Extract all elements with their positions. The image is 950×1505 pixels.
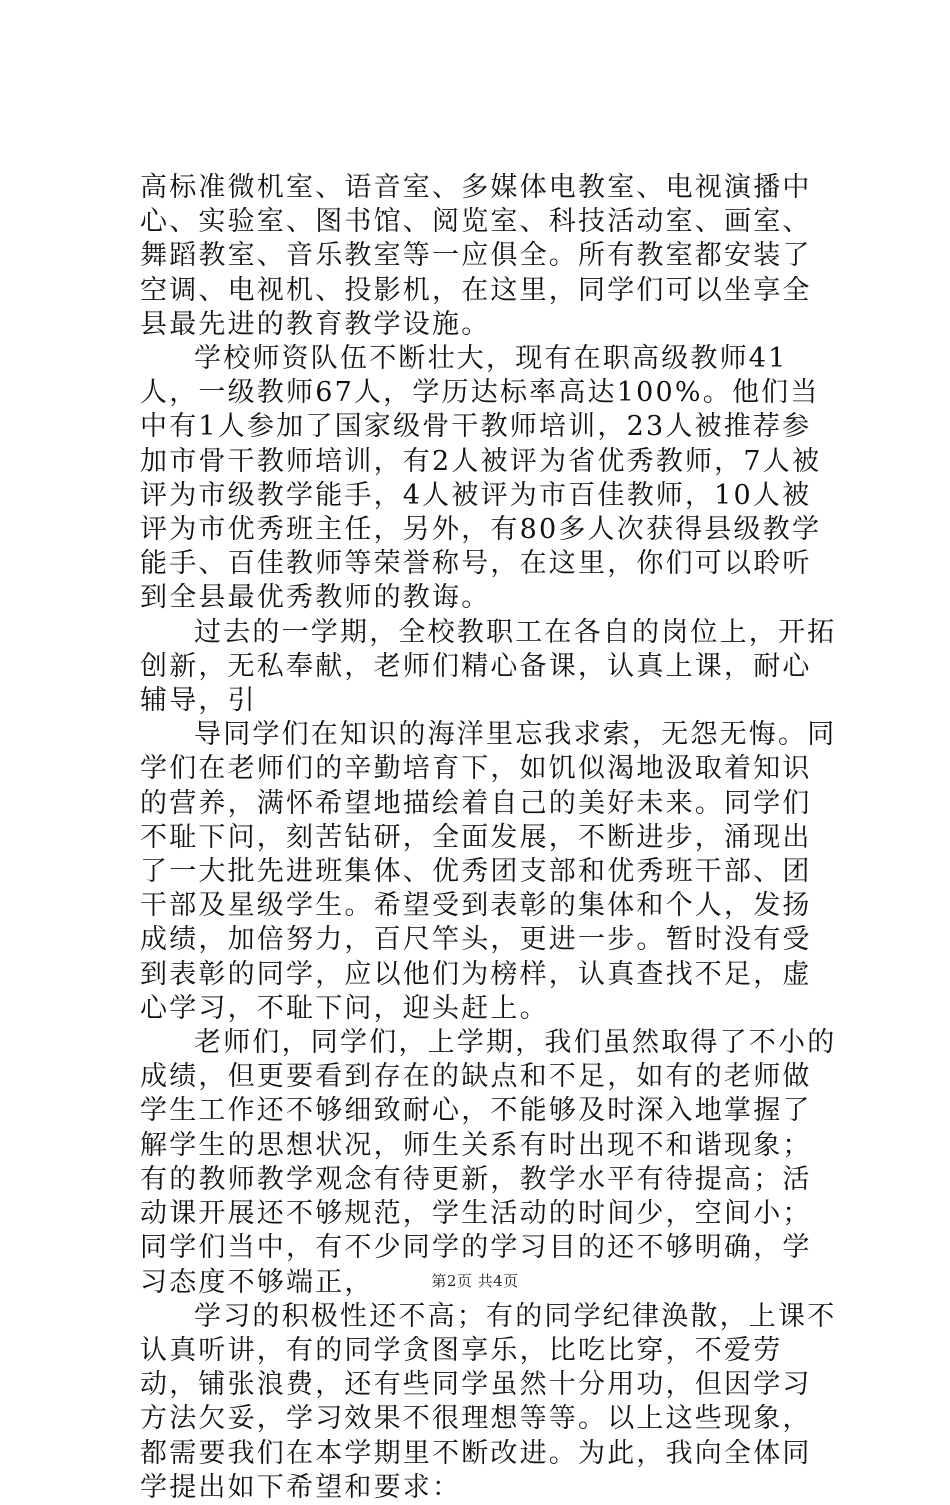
paragraph-facilities: 高标准微机室、语音室、多媒体电教室、电视演播中心、实验室、图书馆、阅览室、科技活动室、画室、舞蹈教室、音乐教室等一应俱全。所有教室都安装了空调、电视机、投影机，在这里，同学们可以坐享全县最先进的教育教学设施。 <box>140 172 812 340</box>
paragraph-requirements: 学习的积极性还不高；有的同学纪律涣散，上课不认真听讲，有的同学贪图享乐，比吃比穿，不爱劳动，铺张浪费，还有些同学虽然十分用功，但因学习方法欠妥，学习效果不很理想等等。以上这些现象，都需要我们在本学期里不断改进。为此，我向全体同学提出如下希望和要求： <box>140 1300 837 1503</box>
paragraph-student-achievements: 导同学们在知识的海洋里忘我求索，无怨无悔。同学们在老师们的辛勤培育下，如饥似渴地汲取着知识的营养，满怀希望地描绘着自己的美好未来。同学们不耻下问，刻苦钻研，全面发展，不断进步，涌现出了一大批先进班集体、优秀团支部和优秀班干部、团干部及星级学生。希望受到表彰的集体和个人，发扬成绩，加倍努力，百尺竿头，更进一步。暂时没有受到表彰的同学，应以他们为榜样，认真查找不足，虚心学习，不耻下问，迎头赶上。 <box>140 719 837 1024</box>
paragraph-past-semester: 过去的一学期，全校教职工在各自的岗位上，开拓创新，无私奉献，老师们精心备课，认真上课，耐心辅导，引 <box>140 616 837 717</box>
paragraph-shortcomings: 老师们，同学们，上学期，我们虽然取得了不小的成绩，但更要看到存在的缺点和不足，如有的老师做学生工作还不够细致耐心，不能够及时深入地掌握了解学生的思想状况，师生关系有时出现不和谐现象；有的教师教学观念有待更新，教学水平有待提高；活动课开展还不够规范，学生活动的时间少，空间小；同学们当中，有不少同学的学习目的还不够明确，学习态度不够端正， <box>140 1027 837 1298</box>
page-number-footer: 第2页 共4页 <box>431 1272 519 1290</box>
document-body <box>140 171 840 1505</box>
paragraph-teaching-staff: 学校师资队伍不断壮大，现有在职高级教师41人，一级教师67人，学历达标率高达100%。他们当中有1人参加了国家级骨干教师培训，23人被推荐参加市骨干教师培训，有2人被评为省优秀教师，7人被评为市级教学能手，4人被评为市百佳教师，10人被评为市优秀班主任，另外，有80多人次获得县级教学能手、百佳教师等荣誉称号，在这里，你们可以聆听到全县最优秀教师的教诲。 <box>140 343 822 614</box>
